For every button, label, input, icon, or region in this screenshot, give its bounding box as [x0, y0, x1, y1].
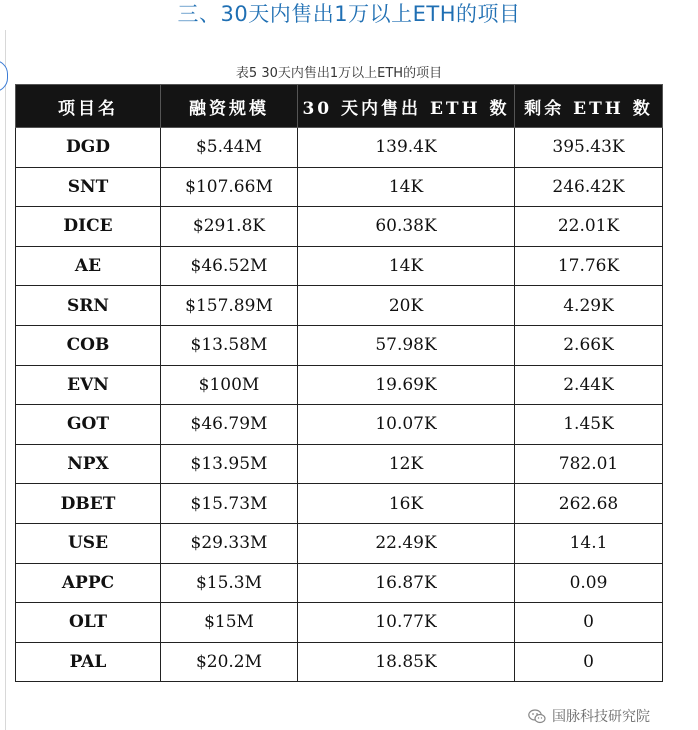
- cell-project-name: SNT: [16, 167, 161, 207]
- cell-funding-size: $20.2M: [161, 642, 298, 682]
- eth-sales-table: [15, 84, 663, 682]
- table-row: [16, 444, 663, 484]
- watermark: [528, 706, 650, 726]
- header-funding-size: 融资规模: [161, 85, 298, 128]
- table-row: [16, 128, 663, 168]
- cell-project-name: AE: [16, 246, 161, 286]
- cell-project-name: DICE: [16, 207, 161, 247]
- table-row: [16, 246, 663, 286]
- header-project-name: 项目名: [16, 85, 161, 128]
- cell-eth-remaining: 2.66K: [515, 325, 663, 365]
- cell-funding-size: $291.8K: [161, 207, 298, 247]
- cell-funding-size: $100M: [161, 365, 298, 405]
- cell-funding-size: $107.66M: [161, 167, 298, 207]
- cell-eth-sold: 20K: [298, 286, 515, 326]
- wechat-icon: [528, 709, 546, 724]
- cell-eth-remaining: 4.29K: [515, 286, 663, 326]
- header-eth-remaining: 剩余 ETH 数: [515, 85, 663, 128]
- cell-eth-remaining: 17.76K: [515, 246, 663, 286]
- cell-eth-sold: 16.87K: [298, 563, 515, 603]
- table-row: [16, 484, 663, 524]
- table-row: [16, 207, 663, 247]
- cell-eth-sold: 18.85K: [298, 642, 515, 682]
- cell-eth-sold: 139.4K: [298, 128, 515, 168]
- cell-funding-size: $29.33M: [161, 523, 298, 563]
- cell-eth-remaining: 0: [515, 603, 663, 643]
- table-header-row: [16, 85, 663, 128]
- cell-project-name: NPX: [16, 444, 161, 484]
- left-border-rule: [5, 30, 6, 730]
- table-row: [16, 405, 663, 445]
- cell-eth-sold: 16K: [298, 484, 515, 524]
- cell-project-name: COB: [16, 325, 161, 365]
- cell-eth-remaining: 1.45K: [515, 405, 663, 445]
- cell-eth-remaining: 395.43K: [515, 128, 663, 168]
- table-row: [16, 286, 663, 326]
- cell-eth-sold: 14K: [298, 246, 515, 286]
- table-row: [16, 325, 663, 365]
- cell-funding-size: $13.95M: [161, 444, 298, 484]
- cell-eth-sold: 12K: [298, 444, 515, 484]
- cell-eth-sold: 60.38K: [298, 207, 515, 247]
- cell-eth-sold: 19.69K: [298, 365, 515, 405]
- table-row: [16, 167, 663, 207]
- cell-eth-remaining: 782.01: [515, 444, 663, 484]
- cell-project-name: DBET: [16, 484, 161, 524]
- cell-project-name: APPC: [16, 563, 161, 603]
- cell-funding-size: $157.89M: [161, 286, 298, 326]
- cell-funding-size: $46.79M: [161, 405, 298, 445]
- cell-project-name: OLT: [16, 603, 161, 643]
- cell-funding-size: $13.58M: [161, 325, 298, 365]
- cell-funding-size: $15.73M: [161, 484, 298, 524]
- watermark-text: 国脉科技研究院: [552, 709, 650, 725]
- table-row: [16, 523, 663, 563]
- cell-eth-remaining: 22.01K: [515, 207, 663, 247]
- table-row: [16, 642, 663, 682]
- cell-eth-sold: 14K: [298, 167, 515, 207]
- cell-eth-sold: 10.77K: [298, 603, 515, 643]
- cell-funding-size: $15.3M: [161, 563, 298, 603]
- table-row: [16, 603, 663, 643]
- table-row: [16, 563, 663, 603]
- cell-eth-remaining: 246.42K: [515, 167, 663, 207]
- cell-eth-remaining: 2.44K: [515, 365, 663, 405]
- cell-project-name: DGD: [16, 128, 161, 168]
- cell-eth-remaining: 14.1: [515, 523, 663, 563]
- cell-project-name: PAL: [16, 642, 161, 682]
- cell-project-name: GOT: [16, 405, 161, 445]
- cell-funding-size: $5.44M: [161, 128, 298, 168]
- cell-funding-size: $15M: [161, 603, 298, 643]
- cell-eth-remaining: 0: [515, 642, 663, 682]
- cell-project-name: USE: [16, 523, 161, 563]
- cell-eth-sold: 10.07K: [298, 405, 515, 445]
- cell-funding-size: $46.52M: [161, 246, 298, 286]
- table-caption: 表5 30天内售出1万以上ETH的项目: [235, 66, 443, 81]
- cell-project-name: EVN: [16, 365, 161, 405]
- cell-eth-sold: 22.49K: [298, 523, 515, 563]
- cell-eth-sold: 57.98K: [298, 325, 515, 365]
- cell-eth-remaining: 262.68: [515, 484, 663, 524]
- table-row: [16, 365, 663, 405]
- cell-project-name: SRN: [16, 286, 161, 326]
- cell-eth-remaining: 0.09: [515, 563, 663, 603]
- header-eth-sold-30d: 30 天内售出 ETH 数: [298, 85, 515, 128]
- section-heading: 三、30天内售出1万以上ETH的项目: [177, 2, 521, 26]
